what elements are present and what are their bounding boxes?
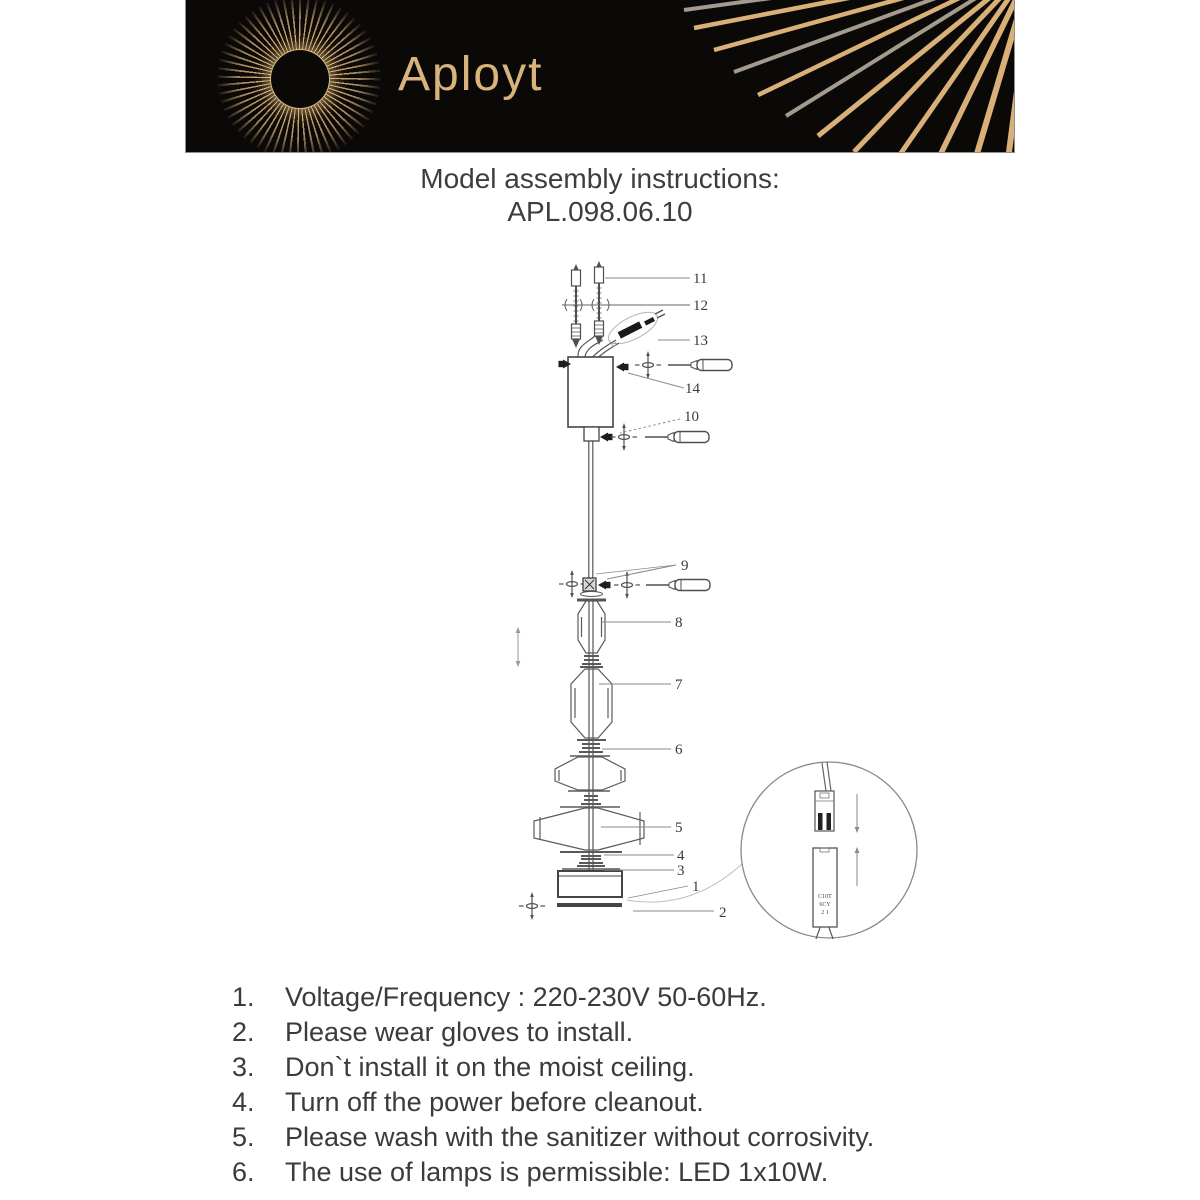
inset-marking-3: 2 1 bbox=[821, 910, 829, 916]
item-number: 3. bbox=[232, 1052, 255, 1082]
item-text: Don`t install it on the moist ceiling. bbox=[285, 1052, 695, 1082]
instruction-item bbox=[232, 1120, 874, 1155]
rod-connector-row bbox=[559, 570, 710, 600]
screwdriver-icon bbox=[668, 360, 732, 371]
brand-name: Aployt bbox=[398, 48, 544, 101]
part-label-14: 14 bbox=[685, 381, 700, 397]
part-label-9: 9 bbox=[681, 558, 689, 574]
instruction-item bbox=[232, 1015, 874, 1050]
part-label-13: 13 bbox=[693, 333, 708, 349]
part-label-8: 8 bbox=[675, 615, 683, 631]
height-arrow bbox=[516, 627, 521, 667]
item-number: 5. bbox=[232, 1122, 255, 1152]
corner-rays-decoration bbox=[186, 0, 1015, 153]
model-number: APL.098.06.10 bbox=[507, 196, 693, 227]
part-label-12: 12 bbox=[693, 298, 708, 314]
part-label-10: 10 bbox=[684, 409, 699, 425]
brand-banner bbox=[185, 0, 1015, 153]
inset-marking-1: C10T bbox=[818, 894, 832, 900]
item-number: 6. bbox=[232, 1157, 255, 1187]
part-label-2: 2 bbox=[719, 905, 727, 921]
inset-marking-2: 6CY bbox=[819, 902, 831, 908]
item-text: Voltage/Frequency : 220-230V 50-60Hz. bbox=[285, 982, 767, 1012]
item-text: Turn off the power before cleanout. bbox=[285, 1087, 704, 1117]
assembly-diagram bbox=[450, 250, 970, 970]
item-number: 2. bbox=[232, 1017, 255, 1047]
page-title: Model assembly instructions: bbox=[420, 163, 780, 194]
part-label-7: 7 bbox=[675, 677, 683, 693]
part-label-5: 5 bbox=[675, 820, 683, 836]
instruction-item bbox=[232, 1050, 874, 1085]
item-number: 4. bbox=[232, 1087, 255, 1117]
item-text: Please wear gloves to install. bbox=[285, 1017, 634, 1047]
leader-lines bbox=[596, 278, 742, 911]
detail-inset bbox=[741, 762, 917, 939]
mounting-bar bbox=[562, 299, 690, 311]
part-label-1: 1 bbox=[692, 879, 700, 895]
screwdriver-icon bbox=[645, 432, 709, 443]
instruction-item bbox=[232, 1085, 874, 1120]
part-label-6: 6 bbox=[675, 742, 683, 758]
title-block bbox=[0, 162, 1200, 228]
instruction-item bbox=[232, 980, 874, 1015]
neck-screw-row bbox=[600, 423, 709, 451]
screwdriver-icon bbox=[646, 580, 710, 591]
item-text: Please wash with the sanitizer without corrosivity. bbox=[285, 1122, 875, 1152]
lamp-base bbox=[519, 871, 622, 920]
item-text: The use of lamps is permissible: LED 1x10W. bbox=[285, 1157, 829, 1187]
instruction-item bbox=[232, 1155, 874, 1190]
part-label-3: 3 bbox=[677, 863, 685, 879]
part-label-11: 11 bbox=[693, 271, 708, 287]
part-label-4: 4 bbox=[677, 848, 685, 864]
instructions-list bbox=[232, 980, 874, 1190]
item-number: 1. bbox=[232, 982, 255, 1012]
